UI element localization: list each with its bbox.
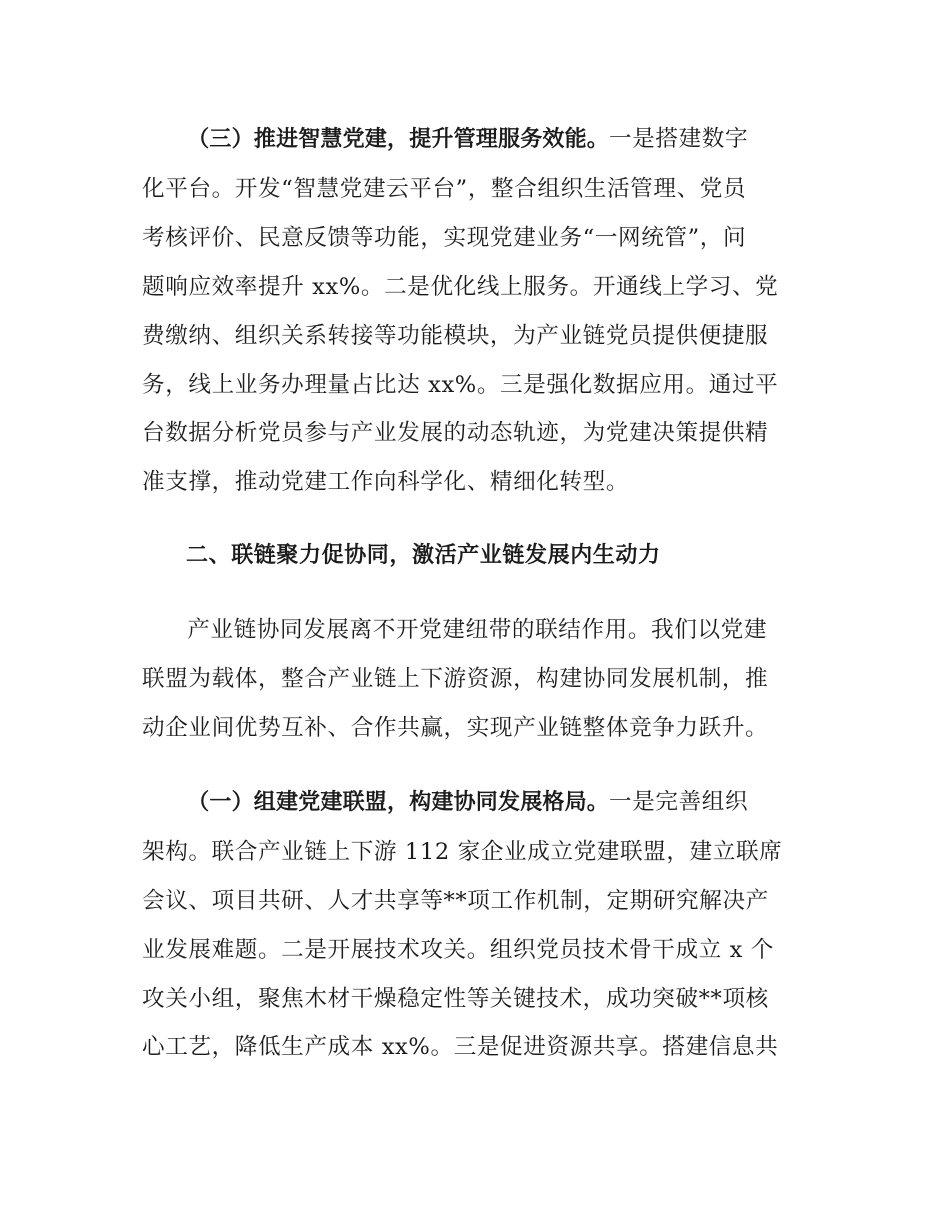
section-1-paragraph: [142, 778, 810, 1072]
paragraph-line: 攻关小组，聚焦木材干燥稳定性等关键技术，成功突破**项核: [142, 985, 769, 1012]
paragraph-line: 费缴纳、组织关系转接等功能模块，为产业链党员提供便捷服: [142, 322, 769, 349]
section-1-lead: （一）组建党建联盟，构建协同发展格局。: [187, 789, 609, 815]
spacer: [142, 753, 810, 778]
paragraph-line: （三）推进智慧党建，提升管理服务效能。一是搭建数字: [187, 126, 749, 152]
intro-paragraph: [142, 606, 810, 753]
section-heading-2: 二、联链聚力促协同，激活产业链发展内生动力: [186, 543, 661, 569]
paragraph-line: 业发展难题。二是开展技术攻关。组织党员技术骨干成立 x 个: [142, 936, 774, 963]
paragraph-line: 台数据分析党员参与产业发展的动态轨迹，为党建决策提供精: [142, 420, 769, 447]
spacer: [142, 507, 810, 532]
paragraph-line: 准支撑，推动党建工作向科学化、精细化转型。: [142, 469, 630, 496]
paragraph-line: （一）组建党建联盟，构建协同发展格局。一是完善组织: [187, 788, 749, 815]
document-body: [142, 115, 810, 1072]
section-3-paragraph: [142, 115, 810, 507]
spacer: [142, 581, 810, 606]
section-3-lead: （三）推进智慧党建，提升管理服务效能。: [187, 127, 609, 152]
paragraph-line: 考核评价、民意反馈等功能，实现党建业务“一网统管”，问: [142, 224, 747, 251]
paragraph-line: 会议、项目共研、人才共享等**项工作机制，定期研究解决产: [142, 887, 769, 914]
paragraph-line: 动企业间优势互补、合作共赢，实现产业链整体竞争力跃升。: [142, 714, 769, 741]
paragraph-line: 题响应效率提升 xx%。二是优化线上服务。开通线上学习、党: [142, 273, 779, 300]
paragraph-line: 联盟为载体，整合产业链上下游资源，构建协同发展机制，推: [142, 666, 769, 693]
paragraph-line: 产业链协同发展离不开党建纽带的联结作用。我们以党建: [187, 617, 768, 644]
paragraph-line: 务，线上业务办理量占比达 xx%。三是强化数据应用。通过平: [142, 371, 779, 398]
paragraph-line: 心工艺，降低生产成本 xx%。三是促进资源共享。搭建信息共: [142, 1034, 779, 1061]
paragraph-line: 架构。联合产业链上下游 112 家企业成立党建联盟，建立联席: [142, 838, 783, 865]
paragraph-line: 化平台。开发“智慧党建云平台”，整合组织生活管理、党员: [142, 175, 747, 202]
